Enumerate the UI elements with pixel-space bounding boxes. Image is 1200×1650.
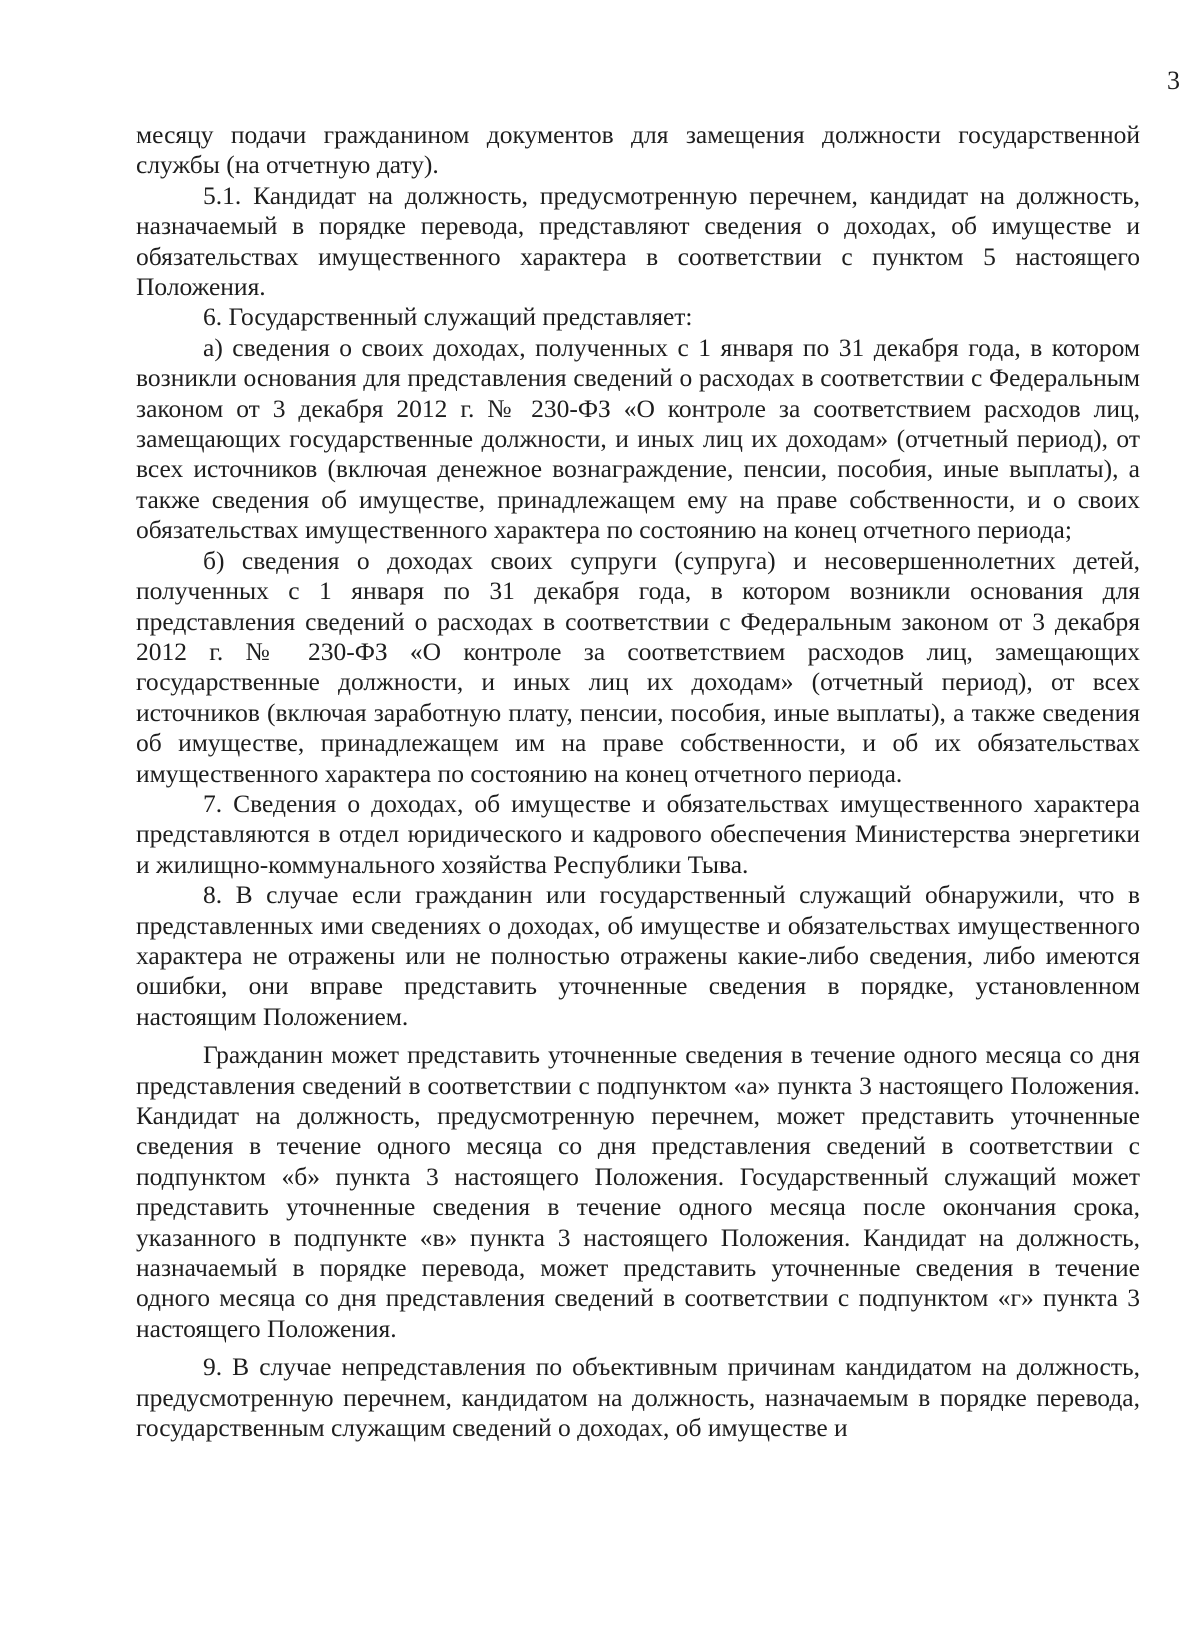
paragraph-6-b: б) сведения о доходах своих супруги (супруга) и несовершеннолетних детей, полученных с 1 января по 31 декабря года, в котором возникли основания для представления сведений о расходах в соответствии с Федеральным законом от 3 декабря 2012 г. № 230-ФЗ «О контроле за соответствием расходов лиц, замещающих государственные должности, и иных лиц их доходам» (отчетный период), от всех источников (включая заработную плату, пенсии, пособия, иные выплаты), а также сведения об имуществе, принадлежащем им на праве собственности, и об их обязательствах имущественного характера по состоянию на конец отчетного периода. bbox=[136, 545, 1140, 788]
paragraph-6-a: а) сведения о своих доходах, полученных с 1 января по 31 декабря года, в котором возникли основания для представления сведений о расходах в соответствии с Федеральным законом от 3 декабря 2012 г. № 230-ФЗ «О контроле за соответствием расходов лиц, замещающих государственные должности, и иных лиц их доходам» (отчетный период), от всех источников (включая денежное вознаграждение, пенсии, пособия, иные выплаты), а также сведения об имуществе, принадлежащем ему на праве собственности, и о своих обязательствах имущественного характера по состоянию на конец отчетного периода; bbox=[136, 332, 1140, 545]
paragraph-8-clarification: Гражданин может представить уточненные сведения в течение одного месяца со дня представления сведений в соответствии с подпунктом «а» пункта 3 настоящего Положения. Кандидат на должность, предусмотренную перечнем, может представить уточненные сведения в течение одного месяца со дня представления сведений в соответствии с подпунктом «б» пункта 3 настоящего Положения. Государственный служащий может представить уточненные сведения в течение одного месяца после окончания срока, указанного в подпункте «в» пункта 3 настоящего Положения. Кандидат на должность, назначаемый в порядке перевода, может представить уточненные сведения в течение одного месяца со дня представления сведений в соответствии с подпунктом «г» пункта 3 настоящего Положения. bbox=[136, 1040, 1140, 1343]
document-body bbox=[136, 120, 1140, 1443]
paragraph-8: 8. В случае если гражданин или государственный служащий обнаружили, что в представленных ими сведениях о доходах, об имуществе и обязательствах имущественного характера не отражены или не полностью отражены какие-либо сведения, либо имеются ошибки, они вправе представить уточненные сведения в порядке, установленном настоящим Положением. bbox=[136, 880, 1140, 1031]
page-number: 3 bbox=[1167, 66, 1180, 95]
paragraph-7: 7. Сведения о доходах, об имуществе и обязательствах имущественного характера представляются в отдел юридического и кадрового обеспечения Министерства энергетики и жилищно-коммунального хозяйства Республики Тыва. bbox=[136, 788, 1140, 879]
paragraph-5-1: 5.1. Кандидат на должность, предусмотренную перечнем, кандидат на должность, назначаемый в порядке перевода, представляют сведения о доходах, об имуществе и обязательствах имущественного характера в соответствии с пунктом 5 настоящего Положения. bbox=[136, 180, 1140, 302]
paragraph-6: 6. Государственный служащий представляет: bbox=[203, 302, 693, 332]
paragraph-9: 9. В случае непредставления по объективным причинам кандидатом на должность, предусмотренную перечнем, кандидатом на должность, назначаемым в порядке перевода, государственным служащим сведений о доходах, об имуществе и bbox=[136, 1352, 1140, 1443]
paragraph-continuation: месяцу подачи гражданином документов для замещения должности государственной службы (на отчетную дату). bbox=[136, 120, 1140, 180]
